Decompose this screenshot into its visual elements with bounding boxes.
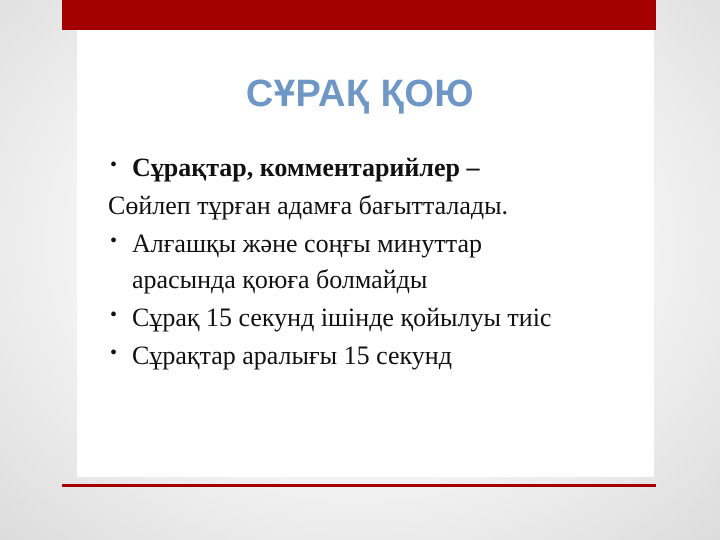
bullet-item-2-continuation (108, 262, 668, 298)
bullet-item-4 (108, 338, 668, 374)
slide-content (108, 150, 668, 374)
bullet-item-2 (108, 226, 668, 262)
top-accent-bar (62, 0, 656, 30)
plain-item (108, 188, 668, 224)
bullet-item-2-text-line1: Алғашқы және соңғы минуттар (132, 229, 482, 258)
bullet-icon: • (110, 230, 118, 252)
bullet-item-4-text: Сұрақтар аралығы 15 секунд (132, 341, 452, 370)
bullet-icon: • (110, 304, 118, 326)
bullet-item-1-text: Сұрақтар, комментарийлер – (132, 153, 480, 182)
slide-title: СҰРАҚ ҚОЮ (245, 73, 475, 115)
bullet-item-2-text-line2: арасында қоюға болмайды (132, 265, 428, 294)
plain-item-text: Сөйлеп тұрған адамға бағытталады. (108, 191, 509, 220)
bullet-item-1 (108, 150, 668, 186)
bullet-icon: • (110, 154, 118, 176)
bottom-accent-line (62, 484, 656, 487)
bullet-icon: • (110, 342, 118, 364)
bullet-item-3-text: Сұрақ 15 секунд ішінде қойылуы тиіс (132, 303, 552, 332)
bullet-item-3 (108, 300, 668, 336)
